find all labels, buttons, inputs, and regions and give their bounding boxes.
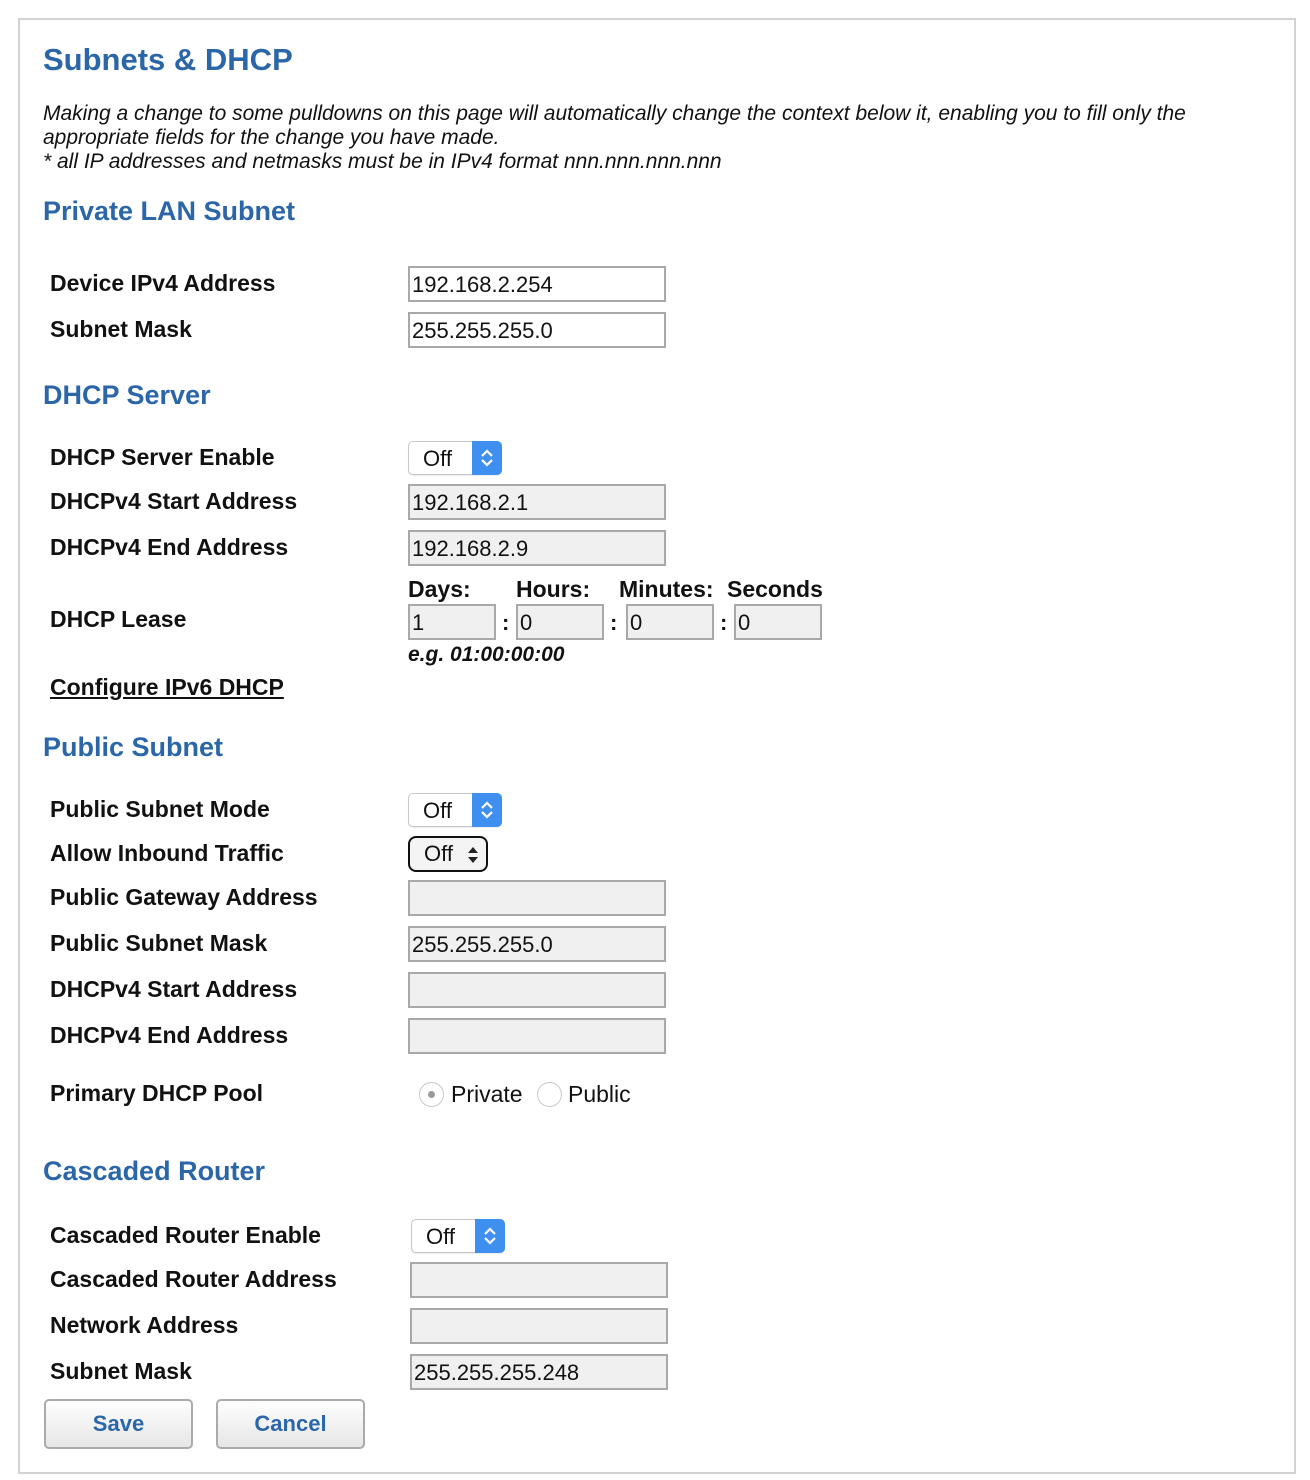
section-cascaded-router-heading: Cascaded Router (43, 1156, 266, 1186)
lease-seconds-input[interactable] (734, 604, 822, 640)
lease-seconds-label: Seconds (727, 576, 823, 602)
public-mode-label: Public Subnet Mode (50, 796, 270, 822)
cascaded-mask-label: Subnet Mask (50, 1358, 192, 1384)
public-mask-label: Public Subnet Mask (50, 930, 268, 956)
dhcp-enable-label: DHCP Server Enable (50, 444, 275, 470)
intro-text (43, 102, 1273, 174)
pool-public-radio[interactable] (537, 1082, 562, 1107)
configure-ipv6-dhcp-link[interactable]: Configure IPv6 DHCP (50, 674, 284, 700)
pool-private-label: Private (451, 1081, 523, 1107)
public-dhcp-end-label: DHCPv4 End Address (50, 1022, 289, 1048)
cancel-button[interactable]: Cancel (216, 1399, 365, 1449)
network-address-input[interactable] (410, 1308, 668, 1344)
subnet-mask-label: Subnet Mask (50, 316, 192, 342)
public-dhcp-end-input[interactable] (408, 1018, 666, 1054)
dhcp-enable-select[interactable] (408, 441, 502, 475)
dhcp-start-label: DHCPv4 Start Address (50, 488, 298, 514)
network-address-label: Network Address (50, 1312, 239, 1338)
dhcp-end-label: DHCPv4 End Address (50, 534, 289, 560)
public-dhcp-start-label: DHCPv4 Start Address (50, 976, 298, 1002)
section-private-lan-heading: Private LAN Subnet (43, 196, 296, 226)
lease-hours-input[interactable] (516, 604, 604, 640)
cascaded-enable-label: Cascaded Router Enable (50, 1222, 321, 1248)
public-gateway-label: Public Gateway Address (50, 884, 318, 910)
inbound-traffic-value: Off (424, 841, 453, 866)
device-ip-input[interactable] (408, 266, 666, 302)
intro-line-1: Making a change to some pulldowns on this page will automatically change the context below it, enabling you to fill only the appropriate fields for the change you have made. (43, 102, 1186, 149)
lease-separator-1: : (502, 610, 510, 635)
lease-hours-label: Hours: (516, 576, 591, 602)
lease-separator-3: : (720, 610, 728, 635)
lease-format-hint: e.g. 01:00:00:00 (408, 643, 565, 666)
page-title: Subnets & DHCP (43, 42, 293, 77)
public-mask-input[interactable] (408, 926, 666, 962)
intro-line-2: * all IP addresses and netmasks must be in IPv4 format nnn.nnn.nnn.nnn (43, 150, 722, 173)
cascaded-mask-input[interactable] (410, 1354, 668, 1390)
lease-minutes-input[interactable] (626, 604, 714, 640)
up-down-chevron-icon (472, 441, 502, 475)
lease-separator-2: : (610, 610, 618, 635)
public-mode-value: Off (423, 798, 452, 823)
pool-private-radio[interactable] (419, 1082, 444, 1107)
public-gateway-input[interactable] (408, 880, 666, 916)
public-mode-select[interactable] (408, 793, 502, 827)
up-down-chevron-icon (472, 793, 502, 827)
dhcp-lease-label: DHCP Lease (50, 606, 187, 632)
primary-pool-label: Primary DHCP Pool (50, 1080, 264, 1106)
section-dhcp-server-heading: DHCP Server (43, 380, 211, 410)
cascaded-address-input[interactable] (410, 1262, 668, 1298)
public-dhcp-start-input[interactable] (408, 972, 666, 1008)
dhcp-start-input[interactable] (408, 484, 666, 520)
lease-days-label: Days: (408, 576, 471, 602)
section-public-subnet-heading: Public Subnet (43, 732, 224, 762)
cascaded-enable-select[interactable] (411, 1219, 505, 1253)
subnet-mask-input[interactable] (408, 312, 666, 348)
radio-selected-dot (428, 1091, 435, 1098)
device-ip-label: Device IPv4 Address (50, 270, 276, 296)
lease-minutes-label: Minutes: (619, 576, 714, 602)
cascaded-address-label: Cascaded Router Address (50, 1266, 337, 1292)
dhcp-end-input[interactable] (408, 530, 666, 566)
dhcp-enable-value: Off (423, 446, 452, 471)
up-down-chevron-icon (475, 1219, 505, 1253)
inbound-traffic-label: Allow Inbound Traffic (50, 840, 284, 866)
cascaded-enable-value: Off (426, 1224, 455, 1249)
lease-days-input[interactable] (408, 604, 496, 640)
up-down-triangle-icon (467, 846, 479, 864)
pool-public-label: Public (568, 1081, 631, 1107)
inbound-traffic-select[interactable] (408, 836, 488, 872)
save-button[interactable]: Save (44, 1399, 193, 1449)
